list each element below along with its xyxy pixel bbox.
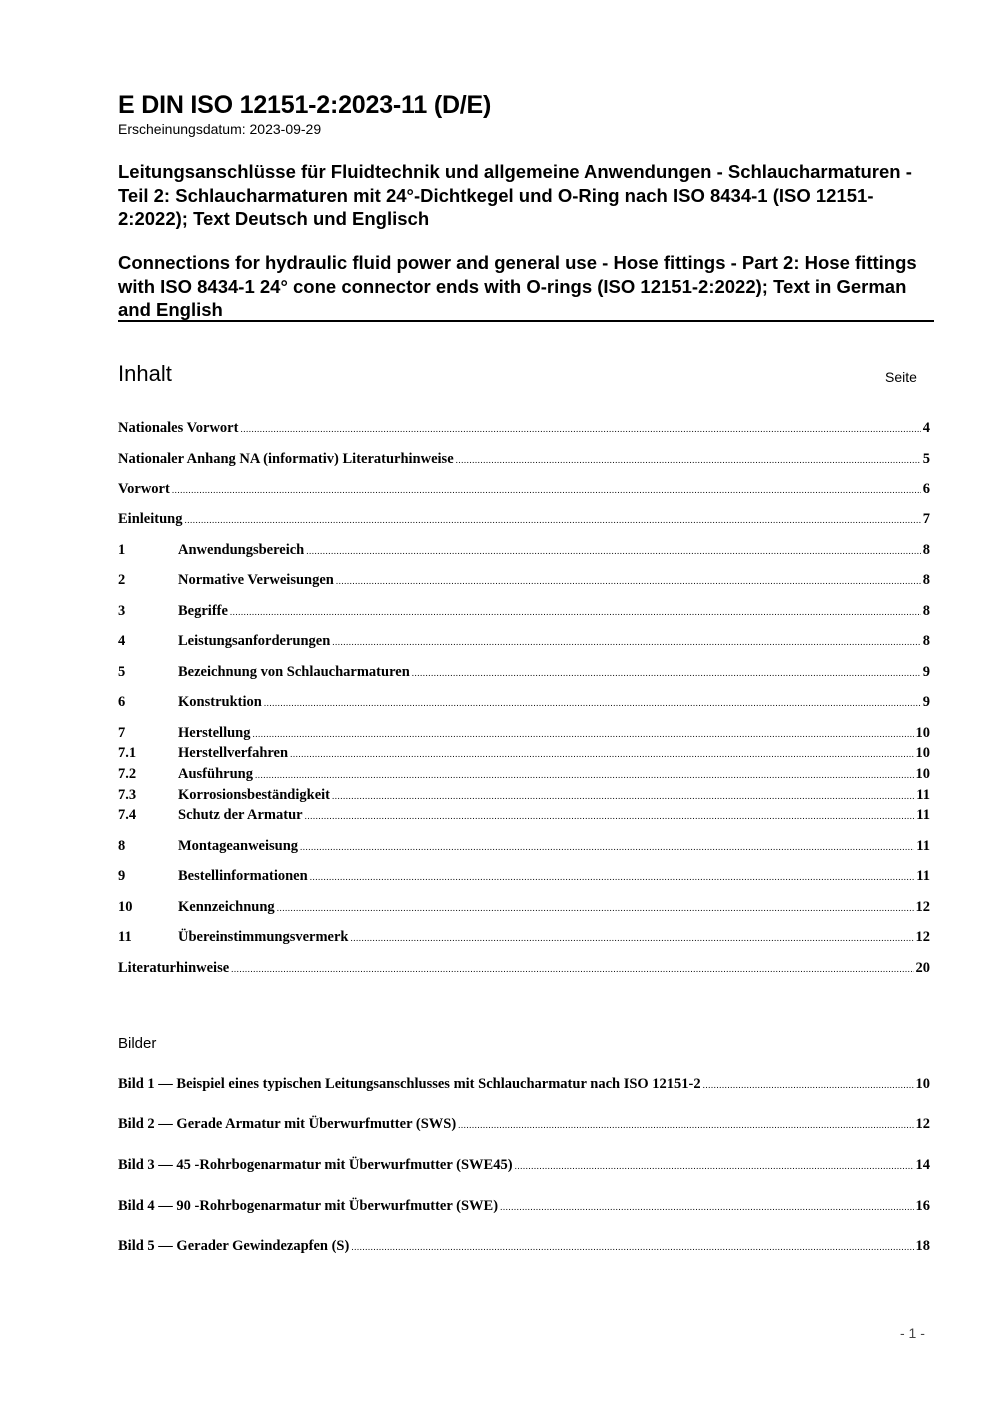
toc-entry[interactable] bbox=[118, 510, 930, 529]
toc-entry[interactable] bbox=[118, 419, 930, 438]
toc-entry-number: 9 bbox=[118, 868, 126, 884]
toc-leader-dots bbox=[240, 420, 920, 438]
toc-entry[interactable] bbox=[118, 806, 930, 825]
toc-leader-dots bbox=[231, 960, 913, 978]
toc-entry[interactable] bbox=[118, 724, 930, 743]
toc-entry[interactable] bbox=[118, 867, 930, 886]
toc-entry[interactable] bbox=[118, 693, 930, 712]
toc-entry-number: 6 bbox=[118, 694, 126, 710]
figure-entry-title: Bild 5 — Gerader Gewindezapfen (S) bbox=[118, 1238, 350, 1254]
figure-entry-page: 16 bbox=[915, 1198, 930, 1214]
toc-entry-page: 11 bbox=[916, 868, 930, 884]
toc-entry-title: Korrosionsbeständigkeit bbox=[178, 787, 331, 803]
toc-entry-page: 6 bbox=[922, 481, 930, 497]
toc-entry-number: 10 bbox=[118, 899, 133, 915]
toc-leader-dots bbox=[290, 745, 913, 763]
toc-entry-page: 12 bbox=[915, 929, 930, 945]
toc-entry-number: 11 bbox=[118, 929, 132, 945]
figure-entry-page: 10 bbox=[915, 1076, 930, 1092]
toc-entry-page: 5 bbox=[922, 451, 930, 467]
contents-heading: Inhalt bbox=[118, 361, 172, 386]
toc-entry[interactable] bbox=[118, 602, 930, 621]
toc-entry-title: Leistungsanforderungen bbox=[178, 633, 331, 649]
title-divider bbox=[118, 320, 934, 322]
toc-entry-number: 1 bbox=[118, 542, 126, 558]
toc-entry[interactable] bbox=[118, 450, 930, 469]
toc-entry[interactable] bbox=[118, 571, 930, 590]
toc-entry-title: Bestellinformationen bbox=[178, 868, 308, 884]
toc-leader-dots bbox=[351, 929, 914, 947]
document-id: E DIN ISO 12151-2:2023-11 (D/E) bbox=[118, 91, 492, 119]
figure-entry-title: Bild 2 — Gerade Armatur mit Überwurfmutter (SWS) bbox=[118, 1116, 457, 1132]
toc-leader-dots bbox=[300, 838, 914, 856]
toc-leader-dots bbox=[253, 725, 914, 743]
toc-entry-number: 5 bbox=[118, 664, 126, 680]
figure-entry-title: Bild 4 — 90 -Rohrbogenarmatur mit Überwurfmutter (SWE) bbox=[118, 1198, 499, 1214]
figure-entry[interactable] bbox=[118, 1075, 930, 1094]
figure-entry-page: 14 bbox=[915, 1157, 930, 1173]
toc-entry-title: Schutz der Armatur bbox=[178, 807, 303, 823]
toc-leader-dots bbox=[500, 1198, 913, 1216]
toc-entry-number: 8 bbox=[118, 838, 126, 854]
toc-leader-dots bbox=[351, 1238, 913, 1256]
toc-leader-dots bbox=[305, 807, 915, 825]
toc-leader-dots bbox=[172, 481, 921, 499]
toc-entry-title: Normative Verweisungen bbox=[178, 572, 334, 588]
toc-entry-title: Begriffe bbox=[178, 603, 228, 619]
figure-entry[interactable] bbox=[118, 1156, 930, 1175]
toc-entry-number: 7.4 bbox=[118, 807, 137, 823]
toc-entry-page: 9 bbox=[922, 694, 930, 710]
title-german: Leitungsanschlüsse für Fluidtechnik und allgemeine Anwendungen - Schlaucharmaturen - Teil 2: Schlaucharmaturen mit 24°-Dichtkegel und O-Ring nach ISO 8434-1 (ISO 12151-2:2022); Text Deutsch und Englisch bbox=[118, 161, 912, 229]
toc-entry-number: 7 bbox=[118, 725, 126, 741]
toc-entry-title: Vorwort bbox=[118, 481, 170, 497]
toc-entry-title: Herstellung bbox=[178, 725, 251, 741]
toc-entry-page: 10 bbox=[915, 745, 930, 761]
toc-leader-dots bbox=[412, 664, 921, 682]
figure-entry-page: 12 bbox=[915, 1116, 930, 1132]
toc-entry[interactable] bbox=[118, 959, 930, 978]
figure-entry[interactable] bbox=[118, 1115, 930, 1134]
toc-entry-page: 11 bbox=[916, 807, 930, 823]
toc-entry-page: 7 bbox=[922, 511, 930, 527]
toc-entry-page: 8 bbox=[922, 603, 930, 619]
toc-leader-dots bbox=[277, 899, 914, 917]
toc-leader-dots bbox=[332, 633, 920, 651]
toc-entry-title: Übereinstimmungsvermerk bbox=[178, 929, 349, 945]
toc-entry-page: 12 bbox=[915, 899, 930, 915]
toc-entry-title: Montageanweisung bbox=[178, 838, 299, 854]
toc-entry-number: 7.1 bbox=[118, 745, 137, 761]
toc-entry[interactable] bbox=[118, 663, 930, 682]
toc-entry-title: Nationaler Anhang NA (informativ) Literaturhinweise bbox=[118, 451, 454, 467]
toc-leader-dots bbox=[255, 766, 914, 784]
toc-entry-page: 8 bbox=[922, 572, 930, 588]
toc-leader-dots bbox=[703, 1076, 914, 1094]
toc-entry-page: 9 bbox=[922, 664, 930, 680]
toc-leader-dots bbox=[456, 451, 921, 469]
toc-entry[interactable] bbox=[118, 541, 930, 560]
toc-leader-dots bbox=[336, 572, 921, 590]
page-column-label: Seite bbox=[885, 369, 917, 385]
toc-entry[interactable] bbox=[118, 837, 930, 856]
toc-entry-page: 11 bbox=[916, 787, 930, 803]
toc-entry-page: 20 bbox=[915, 960, 930, 976]
figure-entry-page: 18 bbox=[915, 1238, 930, 1254]
figure-entry[interactable] bbox=[118, 1197, 930, 1216]
page-number: - 1 - bbox=[900, 1325, 925, 1341]
toc-entry[interactable] bbox=[118, 898, 930, 917]
toc-leader-dots bbox=[458, 1116, 913, 1134]
toc-entry-title: Literaturhinweise bbox=[118, 960, 230, 976]
toc-entry[interactable] bbox=[118, 786, 930, 805]
toc-leader-dots bbox=[184, 511, 920, 529]
toc-entry-title: Herstellverfahren bbox=[178, 745, 289, 761]
toc-entry-page: 4 bbox=[922, 420, 930, 436]
toc-entry[interactable] bbox=[118, 632, 930, 651]
figure-entry[interactable] bbox=[118, 1237, 930, 1256]
toc-entry[interactable] bbox=[118, 480, 930, 499]
toc-entry-page: 10 bbox=[915, 766, 930, 782]
toc-leader-dots bbox=[264, 694, 921, 712]
toc-entry-page: 11 bbox=[916, 838, 930, 854]
toc-entry[interactable] bbox=[118, 744, 930, 763]
toc-entry-number: 3 bbox=[118, 603, 126, 619]
toc-entry-number: 2 bbox=[118, 572, 126, 588]
toc-entry-title: Ausführung bbox=[178, 766, 253, 782]
toc-entry-number: 7.3 bbox=[118, 787, 137, 803]
toc-entry-title: Kennzeichnung bbox=[178, 899, 275, 915]
toc-leader-dots bbox=[306, 542, 921, 560]
toc-entry-page: 8 bbox=[922, 542, 930, 558]
toc-entry-title: Anwendungsbereich bbox=[178, 542, 305, 558]
toc-leader-dots bbox=[310, 868, 915, 886]
figure-entry-title: Bild 3 — 45 -Rohrbogenarmatur mit Überwurfmutter (SWE45) bbox=[118, 1157, 513, 1173]
toc-entry-title: Konstruktion bbox=[178, 694, 262, 710]
toc-entry[interactable] bbox=[118, 928, 930, 947]
toc-entry[interactable] bbox=[118, 765, 930, 784]
toc-entry-page: 10 bbox=[915, 725, 930, 741]
toc-entry-title: Einleitung bbox=[118, 511, 183, 527]
toc-entry-page: 8 bbox=[922, 633, 930, 649]
toc-leader-dots bbox=[332, 787, 914, 805]
figures-heading: Bilder bbox=[118, 1035, 157, 1052]
toc-entry-number: 4 bbox=[118, 633, 126, 649]
toc-leader-dots bbox=[230, 603, 921, 621]
toc-entry-number: 7.2 bbox=[118, 766, 137, 782]
toc-leader-dots bbox=[515, 1157, 914, 1175]
publication-date: Erscheinungsdatum: 2023-09-29 bbox=[118, 121, 322, 137]
toc-entry-title: Bezeichnung von Schlaucharmaturen bbox=[178, 664, 410, 680]
title-english: Connections for hydraulic fluid power and general use - Hose fittings - Part 2: Hose fittings with ISO 8434-1 24° cone connector ends with O-rings (ISO 12151-2:2022); Text in German and English bbox=[118, 252, 917, 320]
figure-entry-title: Bild 1 — Beispiel eines typischen Leitungsanschlusses mit Schlaucharmatur nach ISO 12151-2 bbox=[118, 1076, 701, 1092]
toc-entry-title: Nationales Vorwort bbox=[118, 420, 239, 436]
